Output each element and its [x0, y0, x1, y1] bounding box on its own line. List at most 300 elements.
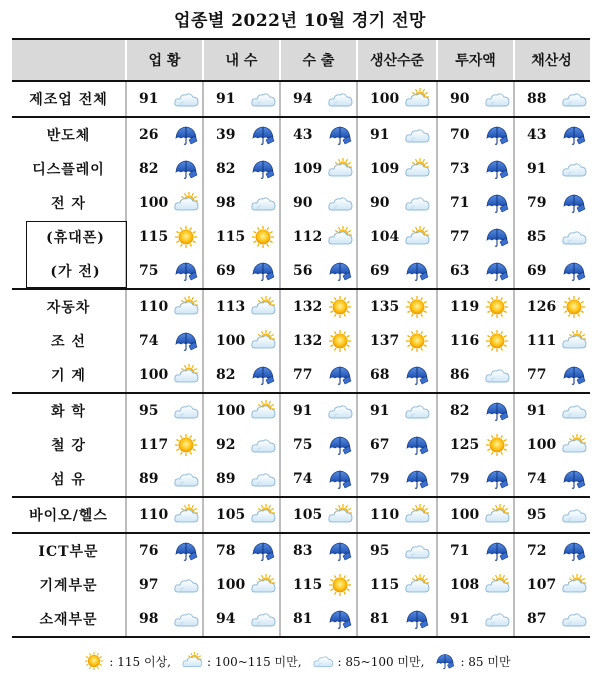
cell-value: 82 — [216, 161, 236, 177]
cell-value: 95 — [370, 543, 390, 559]
rain-umbrella-icon — [561, 364, 587, 386]
data-cell — [279, 462, 356, 496]
data-cell — [279, 534, 356, 568]
rain-umbrella-icon — [327, 468, 353, 490]
cell-value: 94 — [216, 611, 236, 627]
table-row — [12, 82, 590, 116]
table-row — [12, 324, 590, 358]
table-row — [12, 290, 590, 324]
rain-umbrella-icon — [561, 468, 587, 490]
cell-value: 92 — [216, 437, 236, 453]
partly-cloudy-icon — [250, 296, 276, 318]
partly-cloudy-icon — [181, 652, 203, 670]
cell-value: 76 — [139, 543, 159, 559]
row-group — [12, 394, 590, 498]
cell-value: 94 — [293, 91, 313, 107]
cell-value: 104 — [370, 229, 400, 245]
cell-value: 71 — [450, 543, 470, 559]
cloud-icon — [404, 192, 430, 214]
cell-value: 82 — [450, 403, 470, 419]
header-cell: 내 수 — [202, 40, 279, 80]
row-group — [12, 82, 590, 118]
cell-value: 125 — [450, 437, 480, 453]
data-cell — [356, 358, 436, 392]
rain-umbrella-icon — [404, 260, 430, 282]
sun-icon — [404, 330, 430, 352]
cell-value: 100 — [450, 507, 480, 523]
rain-umbrella-icon — [250, 158, 276, 180]
cell-value: 105 — [293, 507, 323, 523]
partly-cloudy-icon — [404, 574, 430, 596]
row-label: 기계부문 — [39, 578, 98, 594]
cell-value: 111 — [527, 333, 557, 349]
data-cell — [125, 568, 202, 602]
data-cell — [202, 428, 279, 462]
data-cell — [202, 118, 279, 152]
partly-cloudy-icon — [404, 88, 430, 110]
table-row — [12, 462, 590, 496]
partly-cloudy-icon — [484, 574, 510, 596]
cell-value: 73 — [450, 161, 470, 177]
cell-value: 91 — [139, 91, 159, 107]
cloud-icon — [484, 364, 510, 386]
data-cell — [202, 602, 279, 636]
rain-umbrella-icon — [327, 434, 353, 456]
table-body — [12, 82, 590, 636]
legend-text: : 115 이상, — [109, 654, 171, 669]
data-cell — [125, 324, 202, 358]
rain-umbrella-icon — [561, 192, 587, 214]
partly-cloudy-icon — [327, 226, 353, 248]
rain-umbrella-icon — [327, 124, 353, 146]
cell-value: 110 — [370, 507, 400, 523]
cloud-icon — [173, 574, 199, 596]
cell-value: 81 — [370, 611, 390, 627]
partly-cloudy-icon — [327, 158, 353, 180]
rain-umbrella-icon — [250, 540, 276, 562]
partly-cloudy-icon — [173, 504, 199, 526]
cell-value: 126 — [527, 299, 557, 315]
page-title: 업종별 2022년 10월 경기 전망 — [174, 11, 426, 31]
row-label: 소재부문 — [39, 612, 98, 628]
cloud-icon — [484, 88, 510, 110]
data-cell — [513, 186, 588, 220]
data-cell — [436, 394, 513, 428]
data-cell — [202, 152, 279, 186]
data-cell — [436, 254, 513, 288]
cell-value: 113 — [216, 299, 246, 315]
data-cell — [202, 358, 279, 392]
cell-value: 74 — [293, 471, 313, 487]
data-cell — [202, 462, 279, 496]
rain-umbrella-icon — [173, 260, 199, 282]
cell-value: 43 — [293, 127, 313, 143]
data-cell — [513, 394, 588, 428]
cell-value: 81 — [293, 611, 313, 627]
data-cell — [436, 82, 513, 116]
row-label: 조 선 — [51, 334, 86, 350]
cell-value: 100 — [139, 367, 169, 383]
data-cell — [513, 324, 588, 358]
header-cell: 수 출 — [279, 40, 356, 80]
header-cell: 업 황 — [125, 40, 202, 80]
row-label: 기 계 — [51, 368, 86, 384]
cell-value: 43 — [527, 127, 547, 143]
cell-value: 79 — [450, 471, 470, 487]
cell-value: 105 — [216, 507, 246, 523]
cloud-icon — [173, 468, 199, 490]
cell-value: 56 — [293, 263, 313, 279]
rain-umbrella-icon — [484, 124, 510, 146]
forecast-table — [12, 38, 590, 638]
data-cell — [125, 186, 202, 220]
partly-cloudy-icon — [173, 296, 199, 318]
data-cell — [436, 186, 513, 220]
data-cell — [513, 220, 588, 254]
sun-icon — [561, 296, 587, 318]
cell-value: 89 — [139, 471, 159, 487]
rain-umbrella-icon — [327, 260, 353, 282]
data-cell — [202, 82, 279, 116]
cell-value: 88 — [527, 91, 547, 107]
cell-value: 116 — [450, 333, 480, 349]
cell-value: 69 — [527, 263, 547, 279]
cell-value: 100 — [139, 195, 169, 211]
row-label: 철 강 — [51, 438, 86, 454]
partly-cloudy-icon — [561, 434, 587, 456]
cell-value: 85 — [527, 229, 547, 245]
cell-value: 75 — [139, 263, 159, 279]
cloud-icon — [561, 226, 587, 248]
cell-value: 98 — [216, 195, 236, 211]
data-cell — [279, 254, 356, 288]
data-cell — [513, 82, 588, 116]
data-cell — [279, 602, 356, 636]
cell-value: 90 — [370, 195, 390, 211]
rain-umbrella-icon — [173, 540, 199, 562]
data-cell — [356, 220, 436, 254]
cloud-icon — [250, 192, 276, 214]
cloud-icon — [561, 608, 587, 630]
data-cell — [125, 428, 202, 462]
cloud-icon — [404, 124, 430, 146]
rain-umbrella-icon — [484, 192, 510, 214]
row-label: 자동차 — [46, 300, 91, 316]
cell-value: 91 — [293, 403, 313, 419]
row-label: ICT부문 — [38, 544, 99, 560]
header-cell: 채산성 — [513, 40, 588, 80]
data-cell — [436, 324, 513, 358]
table-header — [12, 40, 590, 82]
data-cell — [513, 498, 588, 532]
sun-icon — [484, 296, 510, 318]
data-cell — [436, 220, 513, 254]
data-cell — [436, 498, 513, 532]
data-cell — [356, 324, 436, 358]
data-cell — [125, 602, 202, 636]
cell-value: 82 — [216, 367, 236, 383]
data-cell — [436, 568, 513, 602]
cell-value: 91 — [527, 161, 547, 177]
cell-value: 91 — [370, 127, 390, 143]
data-cell — [279, 82, 356, 116]
data-cell — [356, 152, 436, 186]
cell-value: 90 — [450, 91, 470, 107]
rain-umbrella-icon — [250, 124, 276, 146]
rain-umbrella-icon — [327, 540, 353, 562]
data-cell — [202, 186, 279, 220]
cell-value: 70 — [450, 127, 470, 143]
sun-icon — [173, 226, 199, 248]
cell-value: 110 — [139, 507, 169, 523]
rain-umbrella-icon — [561, 540, 587, 562]
data-cell — [125, 290, 202, 324]
row-label: 섬 유 — [51, 472, 86, 488]
cell-value: 135 — [370, 299, 400, 315]
sun-icon — [327, 330, 353, 352]
partly-cloudy-icon — [561, 330, 587, 352]
cell-value: 115 — [139, 229, 169, 245]
sun-icon — [484, 330, 510, 352]
data-cell — [356, 534, 436, 568]
cell-value: 78 — [216, 543, 236, 559]
rain-umbrella-icon — [404, 608, 430, 630]
rain-umbrella-icon — [250, 260, 276, 282]
cloud-icon — [327, 88, 353, 110]
header-cell: 투자액 — [436, 40, 513, 80]
cell-value: 109 — [370, 161, 400, 177]
data-cell — [436, 462, 513, 496]
cell-value: 63 — [450, 263, 470, 279]
cell-value: 109 — [293, 161, 323, 177]
data-cell — [279, 152, 356, 186]
data-cell — [513, 152, 588, 186]
cloud-icon — [561, 158, 587, 180]
row-group — [12, 118, 590, 290]
data-cell — [356, 118, 436, 152]
header-cell: 생산수준 — [356, 40, 436, 80]
sun-icon — [173, 434, 199, 456]
cell-value: 108 — [450, 577, 480, 593]
data-cell — [513, 254, 588, 288]
cell-value: 95 — [527, 507, 547, 523]
partly-cloudy-icon — [561, 574, 587, 596]
data-cell — [436, 358, 513, 392]
data-cell — [125, 152, 202, 186]
cell-value: 110 — [139, 299, 169, 315]
data-cell — [202, 534, 279, 568]
data-cell — [279, 118, 356, 152]
cloud-icon — [327, 192, 353, 214]
row-label: 바이오/헬스 — [29, 508, 108, 524]
data-cell — [436, 118, 513, 152]
table-row — [12, 534, 590, 568]
cell-value: 79 — [527, 195, 547, 211]
cell-value: 71 — [450, 195, 470, 211]
cell-value: 115 — [216, 229, 246, 245]
partly-cloudy-icon — [250, 574, 276, 596]
data-cell — [202, 290, 279, 324]
data-cell — [356, 82, 436, 116]
data-cell — [279, 498, 356, 532]
cell-value: 100 — [216, 403, 246, 419]
cloud-icon — [561, 88, 587, 110]
cell-value: 112 — [293, 229, 323, 245]
partly-cloudy-icon — [404, 504, 430, 526]
partly-cloudy-icon — [173, 364, 199, 386]
cell-value: 91 — [370, 403, 390, 419]
cell-value: 67 — [370, 437, 390, 453]
rain-umbrella-icon — [173, 330, 199, 352]
cell-value: 119 — [450, 299, 480, 315]
cloud-icon — [404, 400, 430, 422]
data-cell — [513, 602, 588, 636]
sun-icon — [327, 574, 353, 596]
data-cell — [356, 186, 436, 220]
cloud-icon — [484, 608, 510, 630]
data-cell — [279, 428, 356, 462]
legend — [0, 652, 600, 670]
cell-value: 97 — [139, 577, 159, 593]
data-cell — [279, 290, 356, 324]
data-cell — [125, 220, 202, 254]
data-cell — [356, 290, 436, 324]
data-cell — [125, 358, 202, 392]
cell-value: 77 — [293, 367, 313, 383]
cell-value: 137 — [370, 333, 400, 349]
cloud-icon — [561, 504, 587, 526]
data-cell — [513, 118, 588, 152]
data-cell — [436, 534, 513, 568]
partly-cloudy-icon — [250, 504, 276, 526]
partly-cloudy-icon — [404, 158, 430, 180]
table-row — [12, 602, 590, 636]
legend-text: : 85 미만 — [460, 654, 511, 669]
rain-umbrella-icon — [250, 364, 276, 386]
cell-value: 100 — [216, 577, 246, 593]
cloud-icon — [250, 468, 276, 490]
rain-umbrella-icon — [484, 158, 510, 180]
data-cell — [356, 462, 436, 496]
table-row — [12, 186, 590, 220]
data-cell — [356, 428, 436, 462]
legend-text: : 85~100 미만, — [337, 654, 425, 669]
rain-umbrella-icon — [561, 124, 587, 146]
rain-umbrella-icon — [561, 260, 587, 282]
rain-umbrella-icon — [484, 468, 510, 490]
cell-value: 75 — [293, 437, 313, 453]
cell-value: 100 — [216, 333, 246, 349]
data-cell — [202, 498, 279, 532]
data-cell — [125, 534, 202, 568]
cell-value: 77 — [527, 367, 547, 383]
rain-umbrella-icon — [484, 400, 510, 422]
data-cell — [279, 568, 356, 602]
cell-value: 91 — [450, 611, 470, 627]
data-cell — [279, 358, 356, 392]
data-cell — [125, 118, 202, 152]
cell-value: 115 — [293, 577, 323, 593]
data-cell — [202, 324, 279, 358]
row-group — [12, 290, 590, 394]
data-cell — [356, 394, 436, 428]
row-label: 제조업 전체 — [29, 92, 108, 108]
data-cell — [436, 428, 513, 462]
cell-value: 74 — [527, 471, 547, 487]
cell-value: 87 — [527, 611, 547, 627]
rain-umbrella-icon — [404, 364, 430, 386]
partly-cloudy-icon — [327, 504, 353, 526]
cell-value: 69 — [216, 263, 236, 279]
cell-value: 91 — [527, 403, 547, 419]
table-row — [12, 498, 590, 532]
partly-cloudy-icon — [404, 226, 430, 248]
cell-value: 107 — [527, 577, 557, 593]
data-cell — [125, 462, 202, 496]
table-row — [12, 358, 590, 392]
row-label: (가 전) — [50, 264, 101, 280]
row-label: 화 학 — [51, 404, 86, 420]
cell-value: 77 — [450, 229, 470, 245]
sun-icon — [250, 226, 276, 248]
data-cell — [279, 394, 356, 428]
data-cell — [125, 394, 202, 428]
header-corner — [12, 40, 125, 80]
cloud-icon — [250, 434, 276, 456]
sun-icon — [83, 652, 105, 670]
data-cell — [202, 254, 279, 288]
rain-umbrella-icon — [484, 226, 510, 248]
data-cell — [202, 220, 279, 254]
sun-icon — [327, 296, 353, 318]
data-cell — [513, 290, 588, 324]
table-row — [12, 394, 590, 428]
cloud-icon — [404, 540, 430, 562]
row-group — [12, 498, 590, 534]
cloud-icon — [173, 400, 199, 422]
rain-umbrella-icon — [484, 260, 510, 282]
sun-icon — [484, 434, 510, 456]
data-cell — [513, 534, 588, 568]
cell-value: 89 — [216, 471, 236, 487]
data-cell — [202, 394, 279, 428]
cell-value: 117 — [139, 437, 169, 453]
cloud-icon — [327, 400, 353, 422]
row-label: 전 자 — [51, 196, 86, 212]
table-row — [12, 428, 590, 462]
cell-value: 100 — [370, 91, 400, 107]
partly-cloudy-icon — [250, 400, 276, 422]
cell-value: 39 — [216, 127, 236, 143]
cloud-icon — [312, 652, 334, 670]
partly-cloudy-icon — [250, 330, 276, 352]
cell-value: 82 — [139, 161, 159, 177]
data-cell — [356, 254, 436, 288]
cell-value: 98 — [139, 611, 159, 627]
cell-value: 69 — [370, 263, 390, 279]
cell-value: 90 — [293, 195, 313, 211]
row-group — [12, 534, 590, 636]
rain-umbrella-icon — [173, 124, 199, 146]
cell-value: 86 — [450, 367, 470, 383]
cloud-icon — [250, 608, 276, 630]
rain-umbrella-icon — [404, 468, 430, 490]
cell-value: 74 — [139, 333, 159, 349]
data-cell — [513, 428, 588, 462]
data-cell — [356, 602, 436, 636]
partly-cloudy-icon — [484, 504, 510, 526]
cloud-icon — [561, 400, 587, 422]
